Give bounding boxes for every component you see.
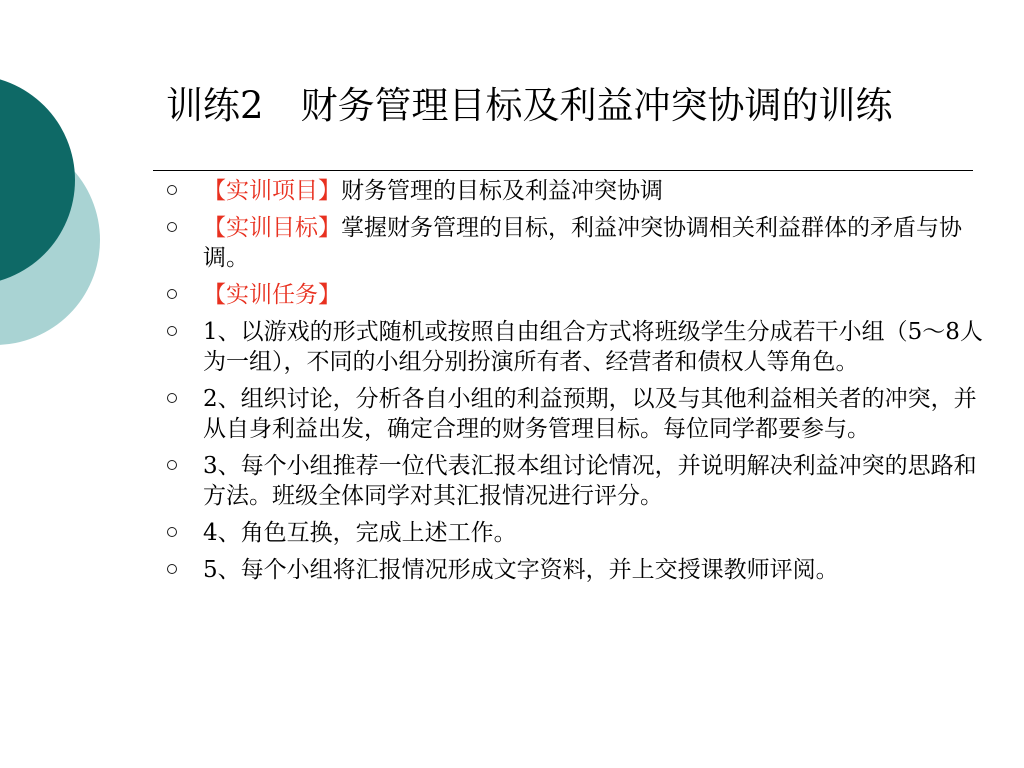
bullet-item-task-1 [163, 317, 985, 377]
decorative-circles [0, 0, 120, 420]
bullet-label: 【实训项目】 [203, 178, 341, 204]
bullet-item-task-5 [163, 555, 985, 585]
hollow-circle-bullet-icon [167, 564, 177, 574]
bullet-item-task-2 [163, 384, 985, 444]
bullet-text: 3、每个小组推荐一位代表汇报本组讨论情况，并说明解决利益冲突的思路和方法。班级全体同学对其汇报情况进行评分。 [203, 453, 977, 509]
bullet-list [163, 176, 985, 592]
slide-title: 训练2 财务管理目标及利益冲突协调的训练 [166, 84, 893, 127]
bullet-text: 1、以游戏的形式随机或按照自由组合方式将班级学生分成若干小组（5～8人为一组），不同的小组分别扮演所有者、经营者和债权人等角色。 [203, 319, 983, 375]
hollow-circle-bullet-icon [167, 289, 177, 299]
hollow-circle-bullet-icon [167, 527, 177, 537]
bullet-item-training-project [163, 176, 985, 206]
bullet-text: 财务管理的目标及利益冲突协调 [341, 178, 663, 204]
title-divider [153, 170, 973, 171]
bullet-text: 2、组织讨论，分析各自小组的利益预期，以及与其他利益相关者的冲突，并从自身利益出发，确定合理的财务管理目标。每位同学都要参与。 [203, 386, 977, 442]
bullet-text: 5、每个小组将汇报情况形成文字资料，并上交授课教师评阅。 [203, 557, 839, 583]
bullet-item-training-tasks [163, 280, 985, 310]
hollow-circle-bullet-icon [167, 222, 177, 232]
bullet-item-training-goal [163, 213, 985, 273]
bullet-item-task-4 [163, 518, 985, 548]
bullet-text: 4、角色互换，完成上述工作。 [203, 520, 517, 546]
hollow-circle-bullet-icon [167, 326, 177, 336]
bullet-label: 【实训任务】 [203, 282, 341, 308]
hollow-circle-bullet-icon [167, 393, 177, 403]
hollow-circle-bullet-icon [167, 460, 177, 470]
bullet-text: 掌握财务管理的目标，利益冲突协调相关利益群体的矛盾与协调。 [203, 215, 962, 271]
bullet-item-task-3 [163, 451, 985, 511]
hollow-circle-bullet-icon [167, 185, 177, 195]
bullet-label: 【实训目标】 [203, 215, 341, 241]
